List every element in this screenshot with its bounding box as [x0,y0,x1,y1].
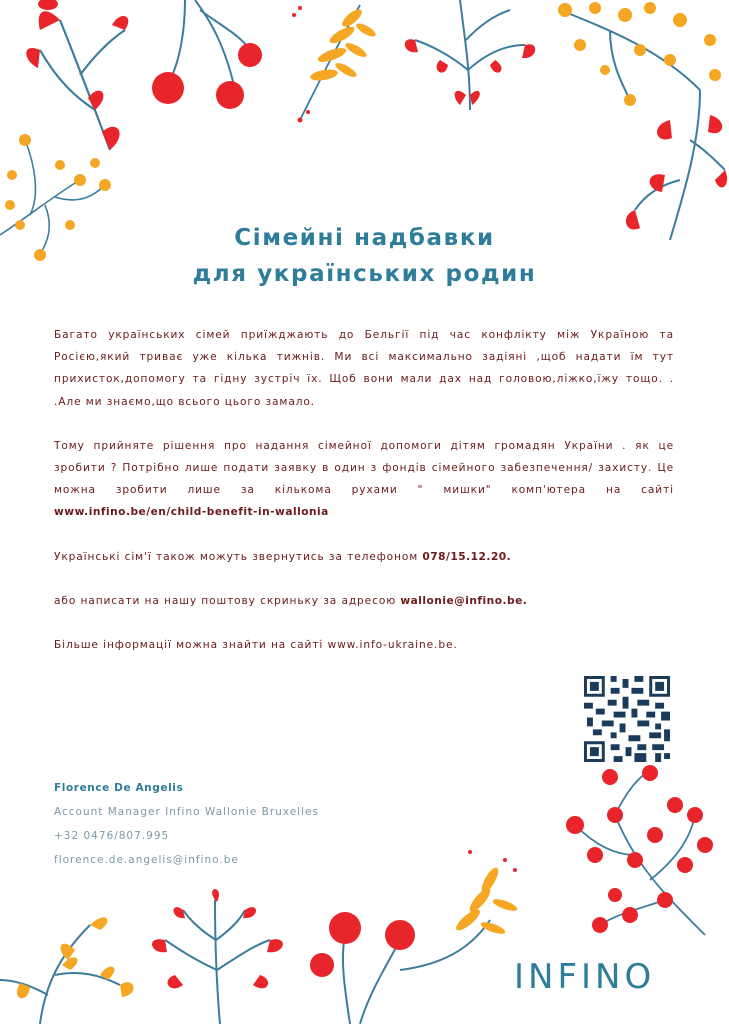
floral-bottom-left-yellow [0,905,140,1024]
floral-top-center-red [400,0,540,120]
brand-logo: INFINO [514,957,656,997]
paragraph-3-text: Українські сім'ї також можуть звернутись за телефоном [54,550,419,563]
contact-role: Account Manager Infino Wallonie Bruxelles [54,806,319,818]
title-line-2: для українських родин [192,261,537,287]
floral-bottom-right-red [555,765,729,940]
floral-top-yellow-fern [280,0,380,135]
page-title [0,220,729,292]
paragraph-5: Більше інформації можна знайти на сайті www.info-ukraine.be. [54,639,458,652]
benefit-link[interactable]: www.infino.be/en/child-benefit-in-wallonia [54,506,329,519]
paragraph-1: Багато українських сімей приїжджають до Бельгії під час конфлікту між Україною та Росією,який триває уже кілька тижнів. Ми всі максимально задіяні ,щоб надати їм тут прихисток,допомогу та гідну зустріч їх. Щоб вони мали дах над головою,ліжко,їжу тощо. . .Але ми знаємо,що всього цього замало. [54,329,674,408]
body-text [54,324,674,656]
contact-email[interactable]: florence.de.angelis@infino.be [54,854,239,866]
qr-code-icon [584,676,670,762]
paragraph-4 [54,590,674,612]
contact-block [54,776,414,872]
title-line-1: Сімейні надбавки [234,225,495,251]
paragraph-3 [54,546,674,568]
email-link[interactable]: wallonie@infino.be. [400,594,528,607]
contact-phone: +32 0476/807.995 [54,830,170,842]
floral-top-red-berries [140,0,270,120]
paragraph-2-text: Тому прийняте рішення про надання сімейної допомоги дітям громадян України . як це зробити ? Потрібно лише подати заявку в один з фондів сімейного забезпечення/ захисту. Це можна зробити лише за кількома рухами " мишки" комп'ютера на сайті [54,439,674,497]
floral-top-right [550,0,729,250]
floral-bottom-red-leaves [145,890,295,1024]
paragraph-2 [54,435,674,524]
contact-name: Florence De Angelis [54,782,184,794]
paragraph-4-text: або написати на нашу поштову скриньку за адресою [54,594,397,607]
phone-number: 078/15.12.20. [422,550,512,563]
